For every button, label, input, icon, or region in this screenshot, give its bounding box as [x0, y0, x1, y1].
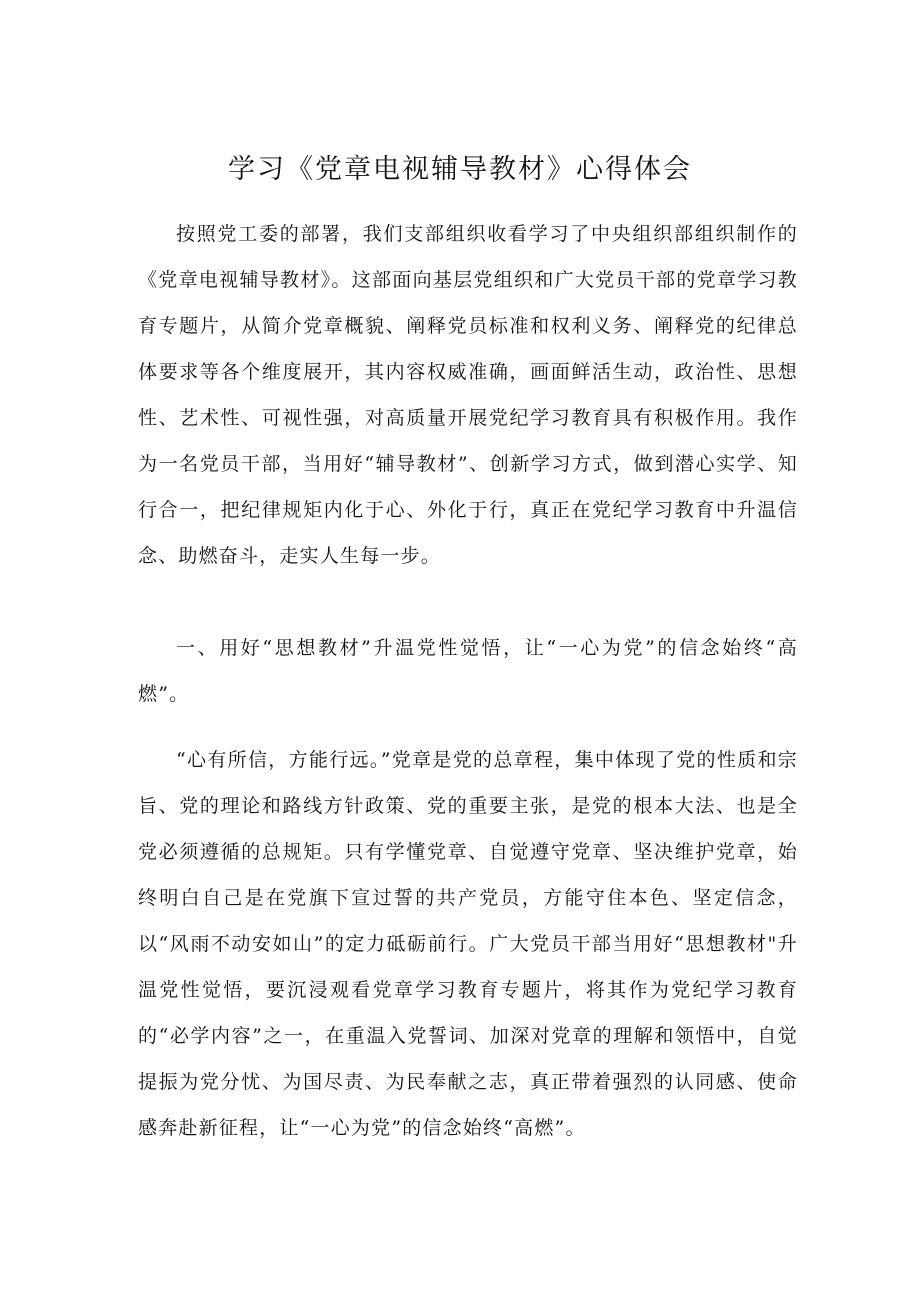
- intro-paragraph: 按照党工委的部署，我们支部组织收看学习了中央组织部组织制作的《党章电视辅导教材》。这部面向基层党组织和广大党员干部的党章学习教育专题片，从简介党章概貌、阐释党员标准和权利义务、阐释党的纪律总体要求等各个维度展开，其内容权威准确，画面鲜活生动，政治性、思想性、艺术性、可视性强，对高质量开展党纪学习教育具有积极作用。我作为一名党员干部，当用好“辅导教材”、创新学习方式，做到潜心实学、知行合一，把纪律规矩内化于心、外化于行，真正在党纪学习教育中升温信念、助燃奋斗，走实人生每一步。: [138, 223, 798, 567]
- section-1-paragraph: “心有所信，方能行远。”党章是党的总章程，集中体现了党的性质和宗旨、党的理论和路线方针政策、党的重要主张，是党的根本大法、也是全党必须遵循的总规矩。只有学懂党章、自觉遵守党章、坚决维护党章，始终明白自己是在党旗下宣过誓的共产党员，方能守住本色、坚定信念，以“风雨不动安如山”的定力砥砺前行。广大党员干部当用好“思想教材"升温党性觉悟，要沉浸观看党章学习教育专题片，将其作为党纪学习教育的“必学内容”之一，在重温入党誓词、加深对党章的理解和领悟中，自觉提振为党分忧、为国尽责、为民奉献之志，真正带着强烈的认同感、使命感奔赴新征程，让“一心为党”的信念始终“高燃”。: [138, 749, 798, 1139]
- section-heading-1: 一、用好“思想教材”升温党性觉悟，让“一心为党”的信念始终“高燃”。: [138, 637, 798, 705]
- document-title: 学习《党章电视辅导教材》心得体会: [228, 154, 692, 185]
